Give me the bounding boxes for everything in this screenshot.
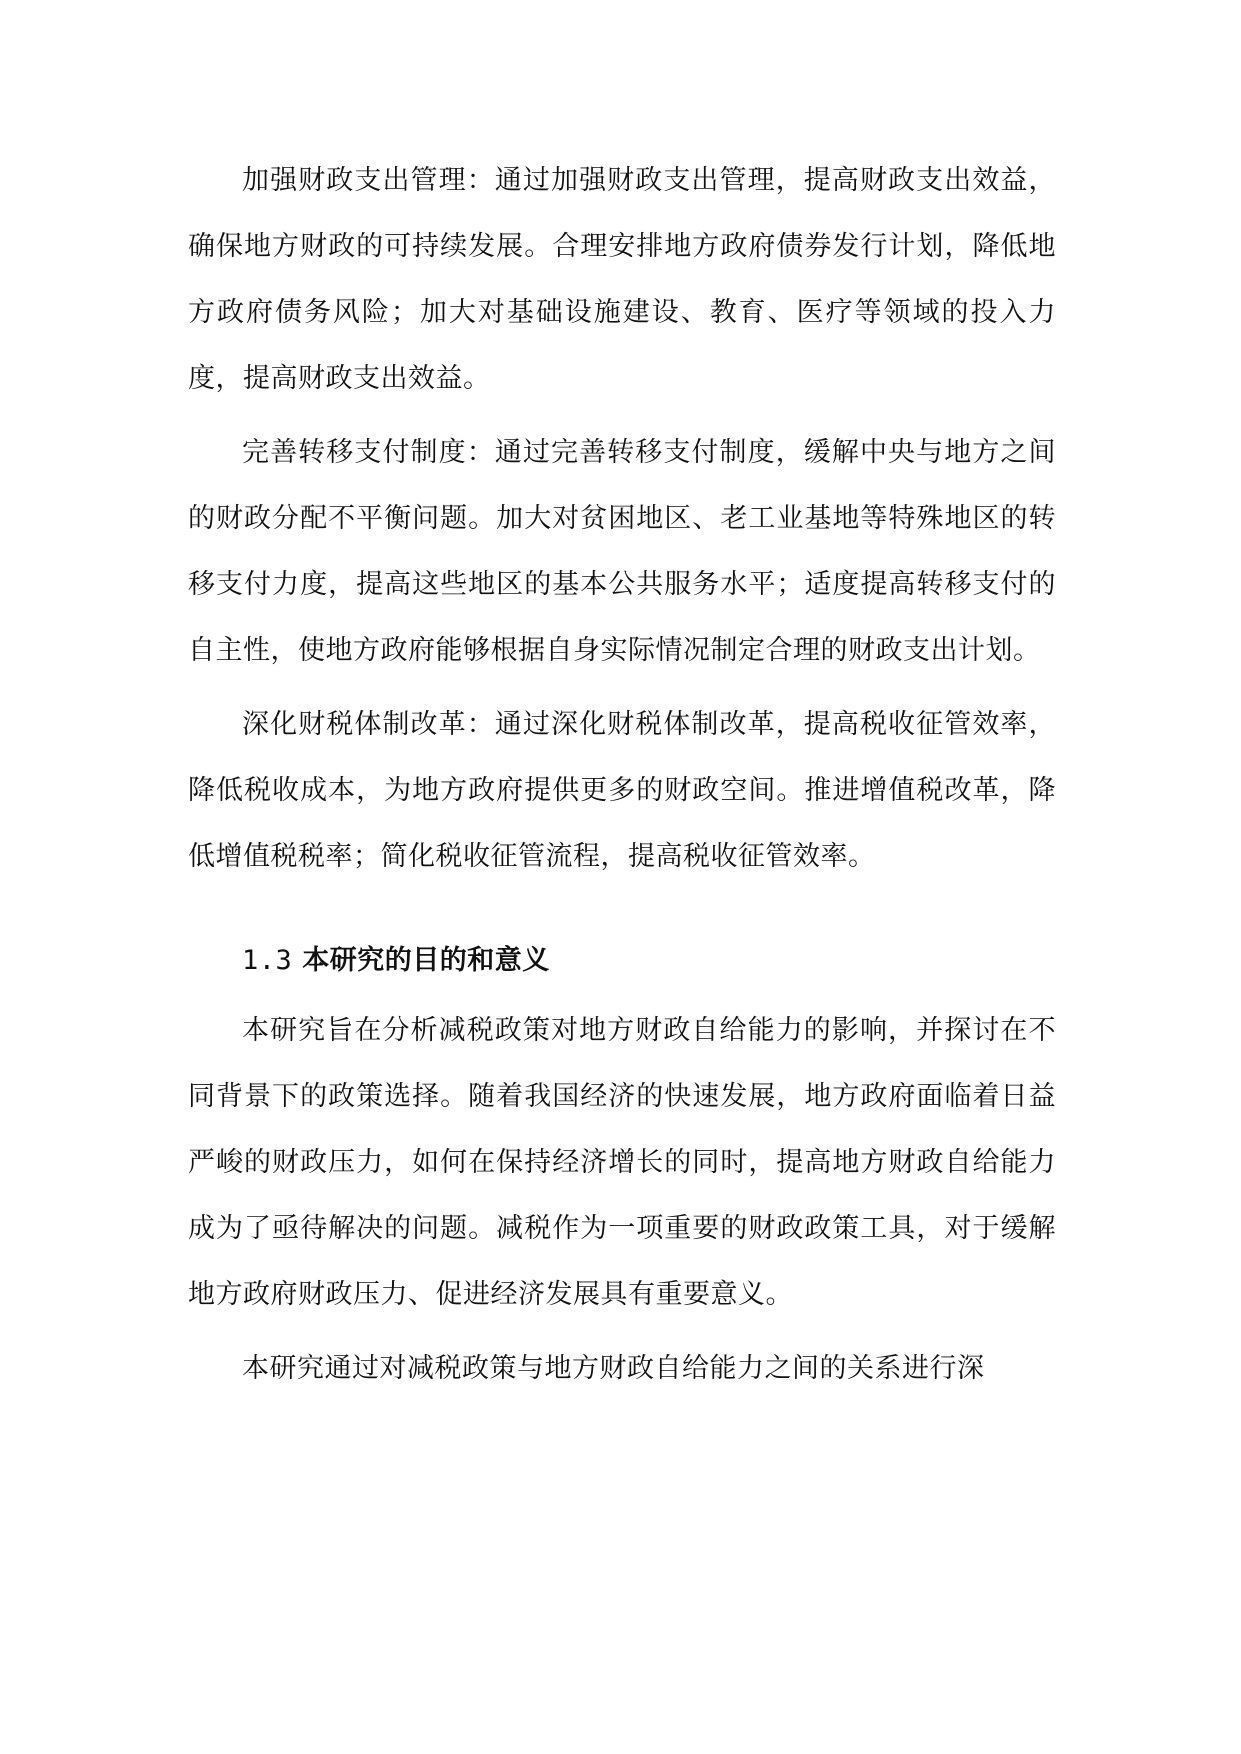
- paragraph-research-purpose: 本研究旨在分析减税政策对地方财政自给能力的影响，并探讨在不同背景下的政策选择。随着我国经济的快速发展，地方政府面临着日益严峻的财政压力，如何在保持经济增长的同时，提高地方财政自给能力成为了亟待解决的问题。减税作为一项重要的财政政策工具，对于缓解地方政府财政压力、促进经济发展具有重要意义。: [188, 1015, 1056, 1310]
- section-heading: [188, 928, 1056, 994]
- section-title: 本研究的目的和意义: [302, 945, 550, 976]
- document-body: [188, 148, 1056, 1402]
- paragraph-tax-reform: 深化财税体制改革：通过深化财税体制改革，提高税收征管效率，降低税收成本，为地方政府提供更多的财政空间。推进增值税改革，降低增值税税率；简化税收征管流程，提高税收征管效率。: [188, 709, 1056, 872]
- paragraph-transfer-payment: 完善转移支付制度：通过完善转移支付制度，缓解中央与地方之间的财政分配不平衡问题。加大对贫困地区、老工业基地等特殊地区的转移支付力度，提高这些地区的基本公共服务水平；适度提高转移支付的自主性，使地方政府能够根据自身实际情况制定合理的财政支出计划。: [188, 437, 1056, 666]
- section-number: 1.3: [242, 945, 293, 976]
- paragraph-research-method: 本研究通过对减税政策与地方财政自给能力之间的关系进行深: [242, 1353, 985, 1384]
- paragraph-expenditure-management: 加强财政支出管理：通过加强财政支出管理，提高财政支出效益，确保地方财政的可持续发展。合理安排地方政府债券发行计划，降低地方政府债务风险；加大对基础设施建设、教育、医疗等领域的投入力度，提高财政支出效益。: [188, 165, 1056, 394]
